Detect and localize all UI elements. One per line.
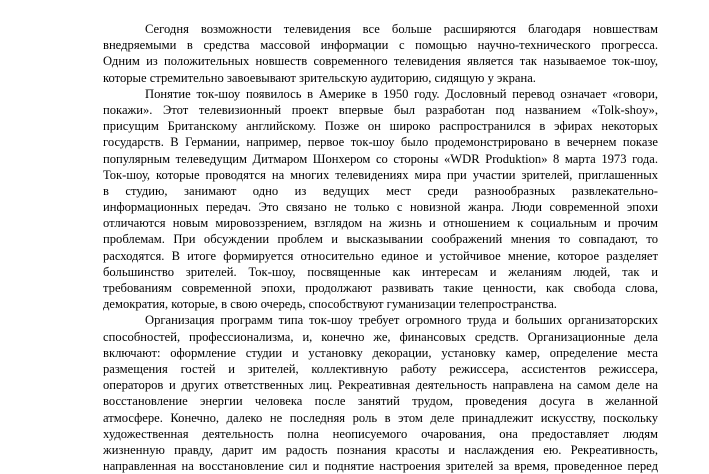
text-line: способностей, профессионализма, и, конечно же, финансовых средств. Организационные дела: [103, 329, 658, 344]
text-line: Сегодня возможности телевидения все больше расширяются благодаря новшествам: [145, 22, 658, 36]
text-line: отличаются новым мировоззрением, взглядом на жизнь и отношением к социальным и прочим: [103, 216, 658, 231]
text-line: Одним из положительных новшеств современного телевидения является так называемое ток-шоу,: [103, 54, 658, 69]
text-line: информационных передач. Это связано не только с новизной жанра. Люди современной эпохи: [103, 200, 658, 215]
text-line: в студию, занимают одно из ведущих мест среди разнообразных развлекательно-: [103, 183, 658, 198]
text-line: восстановление энергии человека после занятий трудом, проведения досуга в желанной: [103, 394, 658, 409]
text-line: Понятие ток-шоу появилось в Америке в 1950 году. Дословный перевод означает «говори,: [145, 86, 658, 101]
text-line: присущим Британскому английскому. Позже он широко распространился в эфирах некоторых: [103, 119, 658, 134]
text-line: жизненную правду, дарит им радость познания красоты и наслаждения ею. Рекреативность,: [103, 442, 658, 457]
text-line: Ток-шоу, которые проводятся на многих телевидениях мира при участии зрителей, приглашенных: [103, 167, 658, 182]
text-line: включают: оформление студии и установку декорации, установку камер, определение места: [103, 345, 658, 360]
text-line: большинство зрителей. Ток-шоу, посвященные как интересам и желаниям людей, так и: [103, 264, 658, 279]
document-body: [103, 21, 658, 474]
text-line: демократия, которые, в свою очередь, способствуют гуманизации телепространства.: [103, 297, 557, 312]
text-line: размещения гостей и зрителей, коллективную работу режиссера, ассистентов режиссера,: [103, 361, 658, 376]
text-line: направленная на восстановление сил и поднятие настроения зрителей за время, проведенное перед: [103, 459, 658, 474]
text-line: требованиям современной эпохи, продолжают развивать такие ценности, как свобода слова,: [103, 281, 658, 295]
text-line: проблемам. При обсуждении проблем и высказывании соображений мнения то совпадают, то: [103, 232, 658, 247]
text-line: Организация программ типа ток-шоу требует огромного труда и больших организаторских: [145, 313, 658, 328]
text-line: расходятся. В итоге формируется относительно единое и устойчивое мнение, которое разделяет: [103, 248, 658, 263]
text-line: покажи». Этот телевизионный проект впервые был разработан под названием «Tolk-shoy»,: [103, 102, 658, 117]
paragraph: [103, 21, 658, 86]
text-line: художественная деятельность полна неописуемого очарования, она предоставляет людям: [103, 426, 658, 441]
paragraph: [103, 86, 658, 313]
text-line: государств. В Германии, например, первое ток-шоу было продемонстрировано в вечернем показе: [103, 135, 658, 150]
text-line: атмосфере. Конечно, далеко не последняя роль в этом деле принадлежит искусству, поскольку: [103, 410, 658, 425]
text-line: популярным телеведущим Дитмаром Шонхером со стороны «WDR Produktion» 8 марта 1973 года.: [103, 151, 658, 166]
text-line: операторов и других ответственных лиц. Рекреативная деятельность направлена на самом деле на: [103, 378, 658, 393]
text-line: внедряемыми в средства массовой информации с помощью научно-технического прогресса.: [103, 38, 658, 53]
paragraph: [103, 312, 658, 474]
text-line: которые стремительно завоевывают зрительскую аудиторию, сидящую у экрана.: [103, 70, 536, 85]
